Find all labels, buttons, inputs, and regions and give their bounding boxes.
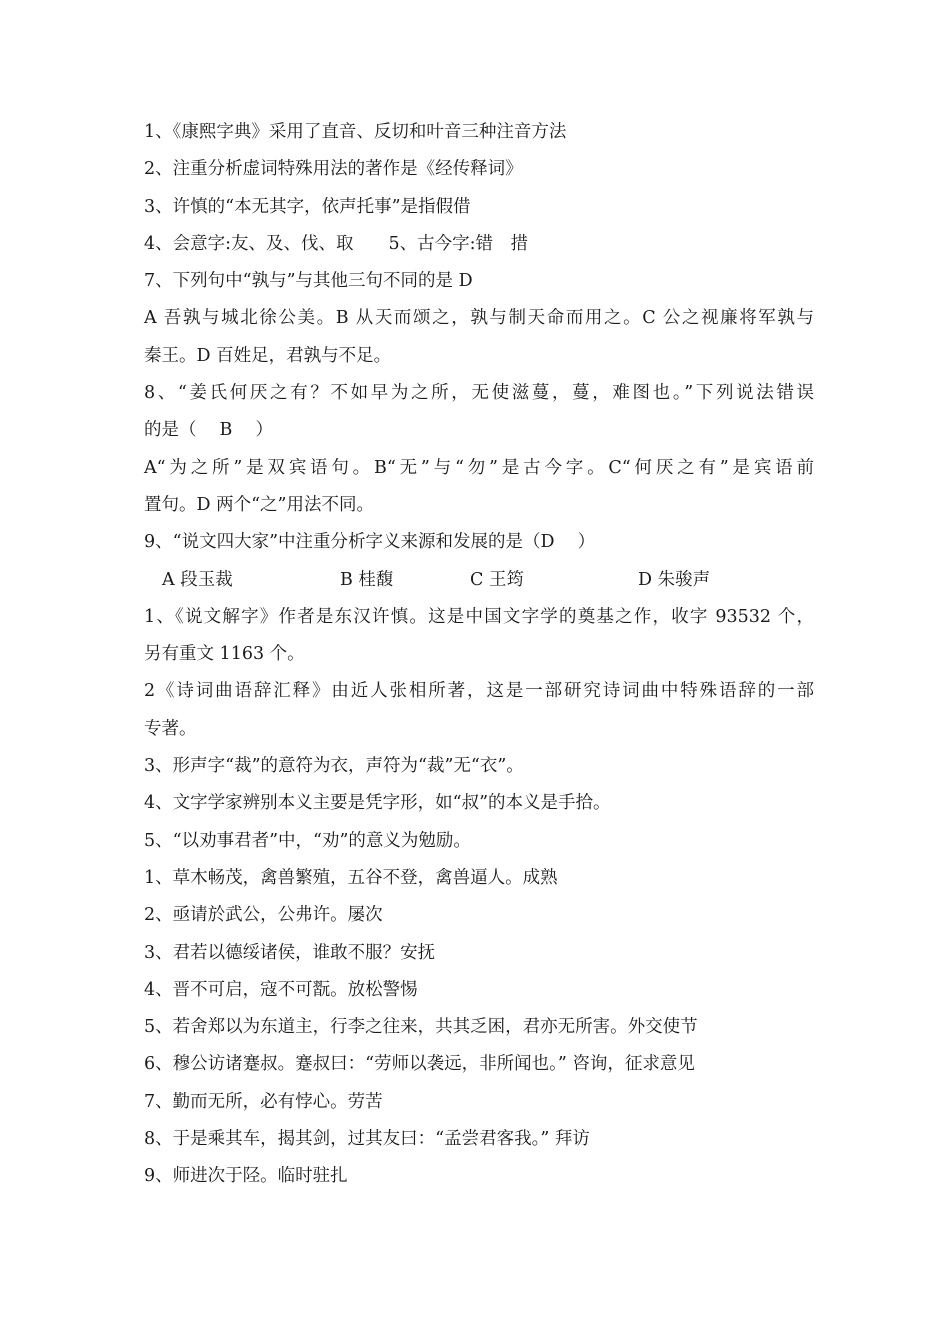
text-line: 3、形声字“裁”的意符为衣，声符为“裁”无“衣”。 — [144, 756, 524, 777]
text-line: 7、勤而无所，必有悖心。劳苦 — [144, 1091, 383, 1112]
text-line: 8、于是乘其车，揭其剑，过其友曰：“孟尝君客我。” 拜访 — [144, 1129, 590, 1150]
option-b: B 桂馥 — [340, 569, 394, 590]
text-line: 3、君若以德绥诸侯，谁敢不服？安抚 — [144, 942, 436, 963]
text-line: 的是（ B ） — [144, 420, 273, 441]
text-line: 另有重文 1163 个。 — [144, 644, 305, 665]
text-line: 3、许慎的“本无其字，依声托事”是指假借 — [144, 196, 471, 217]
option-c: C 王筠 — [470, 569, 524, 590]
text-line: 1、《说文解字》作者是东汉许慎。这是中国文字学的奠基之作，收字 93532 个， — [144, 606, 814, 627]
text-line: 7、下列句中“孰与”与其他三句不同的是 D — [144, 271, 473, 292]
option-a: A 段玉裁 — [162, 569, 233, 590]
text-line: 9、师进次于陉。临时驻扎 — [144, 1166, 348, 1187]
option-d: D 朱骏声 — [638, 569, 711, 590]
text-line: 2、亟请於武公，公弗许。屡次 — [144, 905, 383, 926]
text-line: 5、“以劝事君者”中，“劝”的意义为勉励。 — [144, 830, 471, 851]
text-line: 1、草木畅茂，禽兽繁殖，五谷不登，禽兽逼人。成熟 — [144, 867, 558, 888]
text-line: 5、若舍郑以为东道主，行李之往来，共其乏困，君亦无所害。外交使节 — [144, 1017, 698, 1038]
text-line: 专著。 — [144, 718, 197, 739]
text-line: 9、“说文四大家”中注重分析字义来源和发展的是（D ） — [144, 532, 596, 553]
text-line: 4、文字学家辨别本义主要是凭字形，如“叔”的本义是手拾。 — [144, 793, 611, 814]
answer-options — [144, 562, 814, 599]
text-line: 4、会意字:友、及、伐、取 5、古今字:错 措 — [144, 233, 529, 254]
text-line: 秦王。D 百姓足，君孰与不足。 — [144, 345, 392, 366]
text-line: 置句。D 两个“之”用法不同。 — [144, 494, 374, 515]
text-line: A“为之所”是双宾语句。B“无”与“勿”是古今字。C“何厌之有”是宾语前 — [144, 457, 814, 478]
text-line: 2《诗词曲语辞汇释》由近人张相所著，这是一部研究诗词曲中特殊语辞的一部 — [144, 681, 814, 702]
text-line: 4、晋不可启，寇不可翫。放松警惕 — [144, 979, 418, 1000]
text-line: 2、注重分析虚词特殊用法的著作是《经传释词》 — [144, 159, 523, 180]
text-line: A 吾孰与城北徐公美。B 从天而颂之，孰与制天命而用之。C 公之视廉将军孰与 — [144, 308, 814, 329]
document-body — [144, 114, 814, 1196]
text-line: 1、《康熙字典》采用了直音、反切和叶音三种注音方法 — [144, 122, 567, 142]
text-line: 8、“姜氏何厌之有？不如早为之所，无使滋蔓，蔓，难图也。”下列说法错误 — [144, 383, 814, 404]
text-line: 6、穆公访诸蹇叔。蹇叔曰：“劳师以袭远，非所闻也。” 咨询，征求意见 — [144, 1054, 695, 1075]
